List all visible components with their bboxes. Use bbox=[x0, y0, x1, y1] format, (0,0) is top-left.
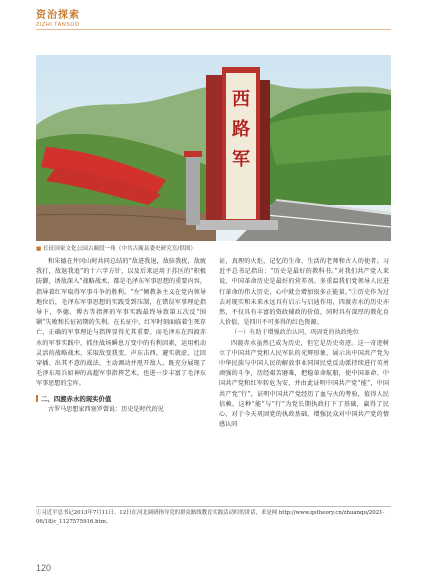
svg-text:西: 西 bbox=[232, 89, 250, 110]
svg-text:路: 路 bbox=[232, 119, 250, 140]
section-header bbox=[36, 6, 80, 28]
body-paragraph: 四渡赤水虽然已成为历史，但它是历史奇迹。这一奇迹树立了中国共产党和人民军队的光辉形象，展示出中国共产党为中华民族与中国人民的解放事业同国民党反动派持续进行英勇顽强的斗争，历经艰苦磨难，把稳革命航船，使中国革命、中国共产党和红军转危为安，并由此证明中国共产党“能”，中国共产党“行”，证明中国共产党经历了血与火的考验，值得人民信赖。这种“能”与“行”为党长期执政打下了基础，赢得了民心，对于今天巩固党的执政基础、增强民众对中国共产党的情感认同 bbox=[219, 339, 389, 429]
body-paragraph: 证，真理的火炬，记忆的生命，生活的老师和古人的使者。习近平总书记指出：“历史是最好的教科书。”对我们共产党人来说，中国革命历史是最好的营养剂。多重温我们党领导人民进行革命的伟大历史，心中就会增加很多正能量。”①历史作为过去对现实和未来永远具有启示与启迪作用，四渡赤水的历史亦然，不仅具有丰富的资政辅政的价值，同时具有深厚的教化育人价值，是四川不可多得的红色资源。 bbox=[219, 258, 389, 327]
right-column bbox=[219, 257, 389, 430]
body-paragraph: 和朱德在井冈山时共同总结的“敌进我退，敌驻我扰，敌疲我打，敌退我追”的十六字方针，以及后来运用于苏区的“积极防御，诱敌深入”战略战术，都是毛泽东军事思想的重要内容，指导着红军取得军事斗争的胜利。“左”倾教条主义在党内领导地位后，毛泽东军事思想的实践受到压制，在错误军事理论指导下，李德、博古等指挥的军事实践最终导致第五次反“围剿”失败和长征初期的失利。在长征中，红军时刻面临着生死存亡，正确的军事理论与指挥显得尤其重要。而毛泽东在四渡赤水的军事实践中，抓住战场瞬息万变中的有利因素，运用机动灵活的战略战术，采取敌变我变、声东击西、避实就虚、迂回穿插、出其不意的战法，主动调动并甩开敌人，既充分展现了毛泽东用兵如神的高超军事指挥艺术，也进一步丰富了毛泽东军事思想的宝库。 bbox=[36, 258, 206, 388]
svg-text:军: 军 bbox=[232, 149, 250, 170]
footnote-divider bbox=[36, 506, 391, 507]
footnote: ①习近平总书记2013年7月11日、12日在河北调研指导党的群众路线教育实践活动时的讲话，求是网 http://www.qstheory.cn/zhuanqu/2021-06/18/c_1127575916.htm。 bbox=[36, 510, 385, 525]
heading-bar-icon bbox=[36, 395, 38, 402]
photo-caption bbox=[36, 244, 396, 252]
photo-illustration bbox=[36, 55, 391, 241]
page-number: 120 bbox=[36, 563, 52, 573]
section-title-english: ZIZHI TANSUO bbox=[36, 22, 80, 28]
header-divider bbox=[36, 29, 391, 30]
caption-text: 长征国家文化公园古蔺段一角（中共古蔺县委史研究室/供图） bbox=[43, 246, 196, 252]
body-paragraph: 古罗马思想家西塞罗曾说：历史是时代的见 bbox=[48, 405, 164, 413]
section-heading-text: 二、四渡赤水的现实价值 bbox=[41, 394, 112, 403]
section-heading bbox=[36, 394, 206, 404]
left-column bbox=[36, 257, 206, 415]
caption-marker: ■ bbox=[36, 246, 42, 252]
section-title: 资治探索 bbox=[36, 10, 80, 21]
park-photo bbox=[36, 55, 391, 241]
subsection-heading: （一）有助于增强政治认同，巩固党的执政地位 bbox=[231, 329, 359, 337]
